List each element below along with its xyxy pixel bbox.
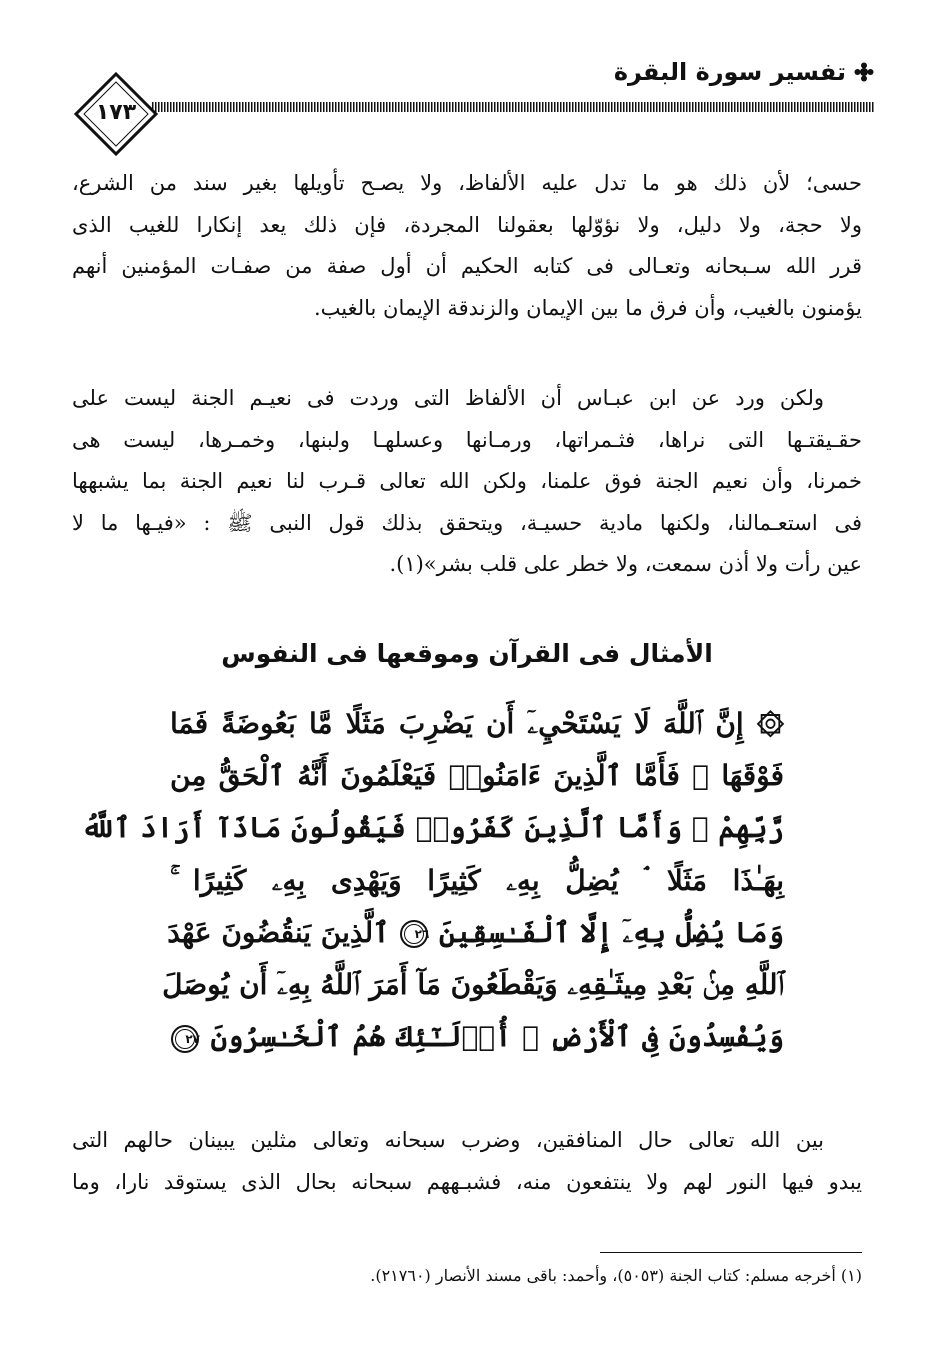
footnote: (١) أخرجه مسلم: كتاب الجنة (٥٠٥٣)، وأحمد: باقى مسند الأنصار (٢١٧٦٠). <box>370 1266 862 1285</box>
text-line: فى استعـمالنا، ولكنها مادية حسيـة، ويتحقق بذلك قول النبى ﷺ : «فيـها ما لا <box>72 510 862 535</box>
ayah-number: ٢٦ <box>414 927 430 942</box>
flower-ornament-icon <box>854 62 874 82</box>
paragraph-3 <box>72 1120 862 1203</box>
verse-line: ٱللَّهِ مِنۢ بَعْدِ مِيثَـٰقِهِۦ وَيَقْطَعُونَ مَآ أَمَرَ ٱللَّهُ بِهِۦٓ أَن يُوصَلَ <box>162 968 784 1002</box>
text-line: قرر الله سـبحانه وتعـالى فى كتابه الحكيم أن أول صفة من صفـات المؤمنين أنهم <box>72 254 862 278</box>
section-heading: الأمثال فى القرآن وموقعها فى النفوس <box>221 639 713 668</box>
text-line: حسى؛ لأن ذلك هو ما تدل عليه الألفاظ، ولا يصـح تأويلها بغير سند من الشرع، <box>72 171 862 195</box>
header-rule <box>152 102 874 112</box>
page-number: ١٧٣ <box>95 100 137 125</box>
book-title: تفسير سورة البقرة <box>613 58 846 86</box>
paragraph-2 <box>72 378 862 586</box>
text-line: خمرنا، وأن نعيم الجنة فوق علمنا، ولكن الله تعالى قـرب لنا نعيم الجنة بما يشبهها <box>72 469 862 493</box>
text-line: يبدو فيها النور لهم ولا ينتفعون منه، فشبـههم سبحانه بحال الذى يستوقد نارا، وما <box>72 1169 862 1194</box>
verse-line: فَوْقَهَا ۚ فَأَمَّا ٱلَّذِينَ ءَامَنُوا۟ فَيَعْلَمُونَ أَنَّهُ ٱلْحَقُّ مِن <box>170 759 784 793</box>
ayah-number: ٢٧ <box>185 1031 200 1046</box>
text-line: عين رأت ولا أذن سمعت، ولا خطر على قلب بشر»(١). <box>389 552 862 576</box>
quran-verses <box>81 698 785 1063</box>
ayah-end-marker <box>399 919 429 949</box>
verse-line: وَيُفْسِدُونَ فِى ٱلْأَرْضِ ۚ أُو۟لَـٰٓئِكَ هُمُ ٱلْخَـٰسِرُونَ ٢٧ <box>170 1011 784 1063</box>
verse-line: رَّبِّهِمْ ۖ وَأَمَّا ٱلَّذِينَ كَفَرُوا۟ فَيَقُولُونَ مَاذَآ أَرَادَ ٱللَّهُ <box>81 811 784 845</box>
hizb-mark-icon: ۞ <box>756 707 785 740</box>
running-header <box>614 58 874 86</box>
verse-line: وَمَا يُضِلُّ بِهِۦٓ إِلَّا ٱلْفَـٰسِقِينَ ٢٦ ٱلَّذِينَ يَنقُضُونَ عَهْدَ <box>167 915 784 949</box>
text-line: حقـيقتـها التى نراها، فثـمراتها، ورمـانها وعسلهـا ولبنها، وخمـرها، ليست هى <box>72 427 862 452</box>
ayah-end-marker <box>170 1024 200 1054</box>
text-line: بين الله تعالى حال المنافقين، وضرب سبحانه وتعالى مثلين يبينان حالهم التى <box>72 1128 824 1152</box>
text-line: ولا حجة، ولا دليل، ولا نؤوّلها بعقولنا المجردة، فإن ذلك يعد إنكارا للغيب الذى <box>72 212 862 237</box>
footnote-separator <box>600 1252 862 1253</box>
text-line: يؤمنون بالغيب، وأن فرق ما بين الإيمان والزندقة الإيمان بالغيب. <box>313 295 862 320</box>
paragraph-1 <box>72 163 862 329</box>
verse-line: ۞ إِنَّ ٱللَّهَ لَا يَسْتَحْيِۦٓ أَن يَضْرِبَ مَثَلًا مَّا بَعُوضَةً فَمَا <box>170 707 785 740</box>
text-line: ولكن ورد عن ابن عبـاس أن الألفاظ التى وردت فى نعيـم الجنة ليست على <box>72 386 824 410</box>
verse-line: بِهَـٰذَا مَثَلًا ۘ يُضِلُّ بِهِۦ كَثِيرًا وَيَهْدِى بِهِۦ كَثِيرًا ۚ <box>170 863 784 897</box>
